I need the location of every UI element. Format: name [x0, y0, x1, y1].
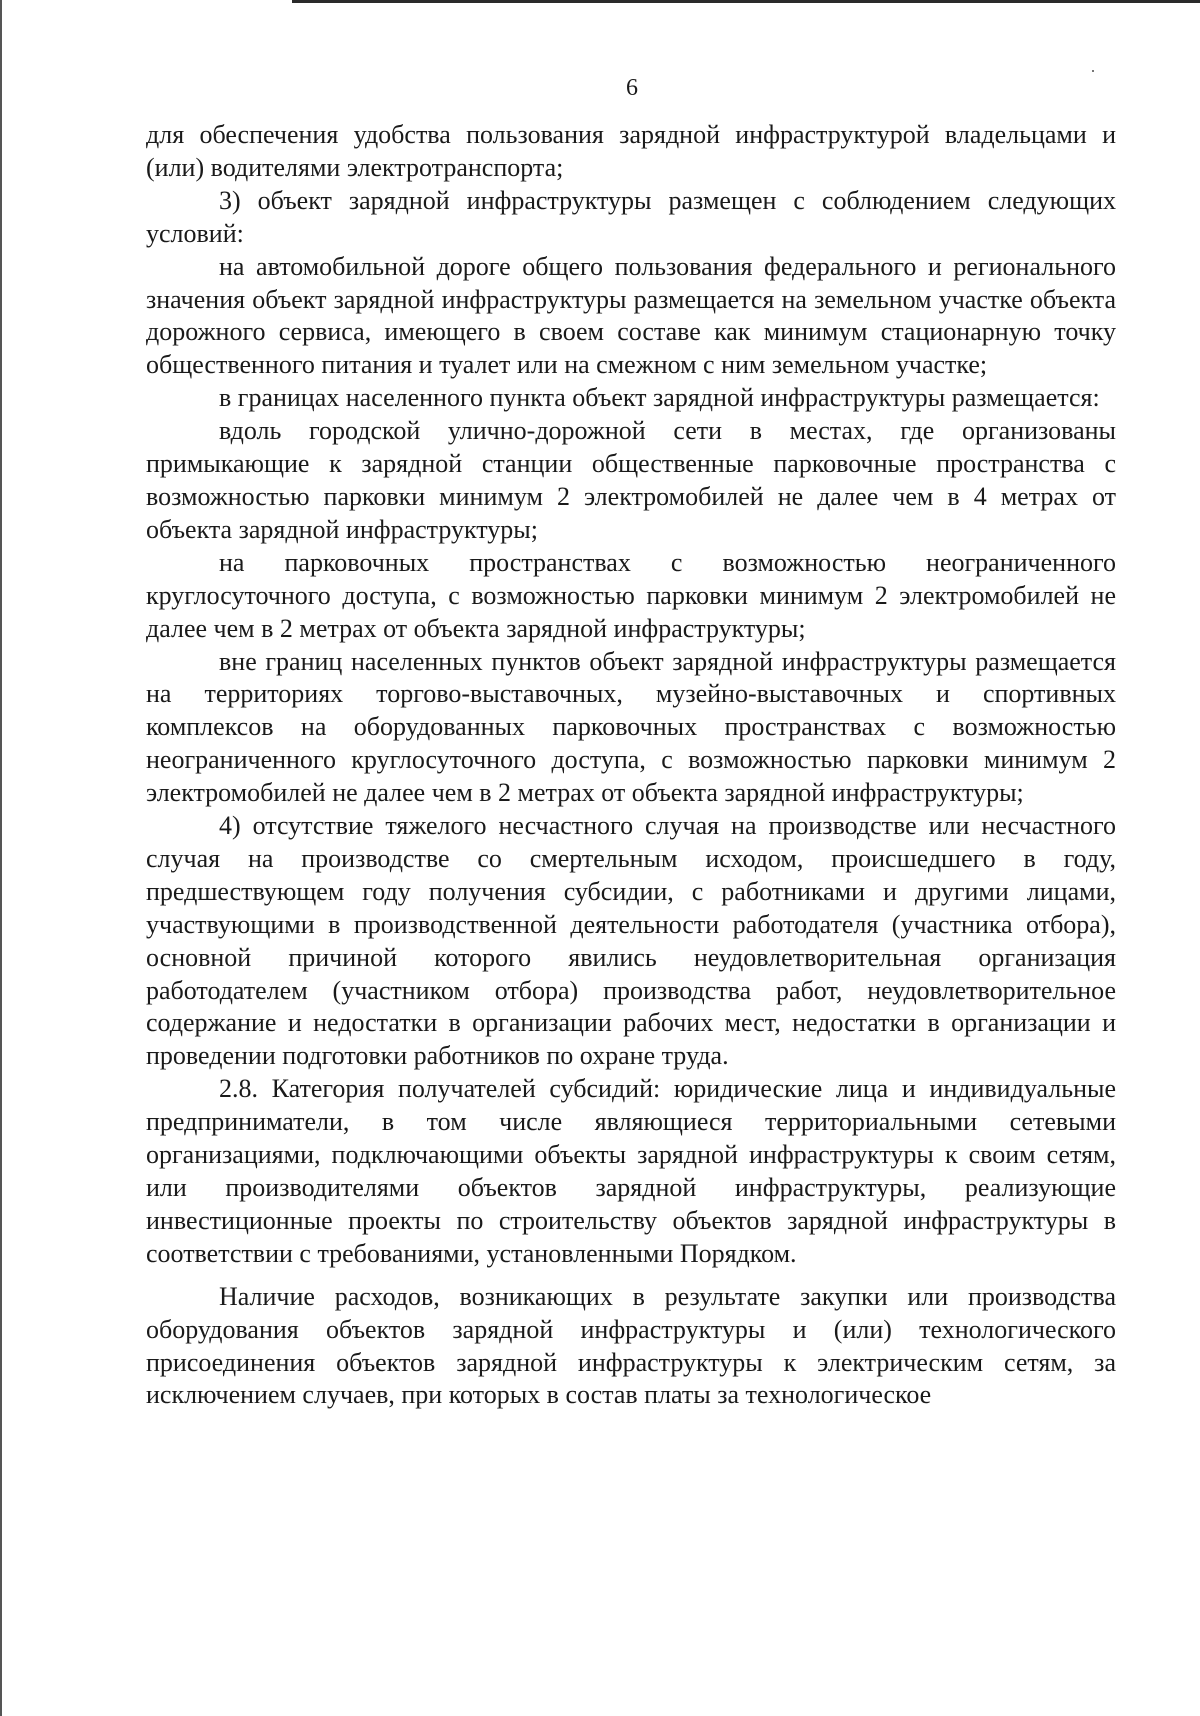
paragraph-federal-road: на автомобильной дороге общего пользования федерального и регионального значения объект зарядной инфраструктуры размещается на земельном участке объекта дорожного сервиса, имеющего в своем составе как минимум стационарную точку общественного питания и туалет или на смежном с ним земельном участке; — [146, 251, 1116, 380]
paragraph-street-network: вдоль городской улично-дорожной сети в местах, где организованы примыкающие к зарядной станции общественные парковочные пространства с возможностью парковки минимум 2 электромобилей не далее чем в 4 метрах от объекта зарядной инфраструктуры; — [146, 416, 1116, 544]
paragraph-settlement: в границах населенного пункта объект зарядной инфраструктуры размещается: — [219, 383, 1100, 413]
paragraph-continuation: для обеспечения удобства пользования зарядной инфраструктурой владельцами и (или) водителями электротранспорта; — [146, 120, 1116, 182]
paragraph-condition-4: 4) отсутствие тяжелого несчастного случая на производстве или несчастного случая на производстве со смертельным исходом, происшедшего в году, предшествующем году получения субсидии, с работниками и другими лицами, участвующими в производственной деятельности работодателя (участника отбора), основной причиной которого явились неудовлетворительная организация работодателем (участником отбора) производства работ, неудовлетворительное содержание и недостатки в организации рабочих мест, недостатки в организации и проведении подготовки работников по охране труда. — [146, 811, 1116, 1071]
paragraph-condition-3: 3) объект зарядной инфраструктуры размещен с соблюдением следующих условий: — [146, 185, 1116, 248]
document-body — [146, 119, 1116, 1412]
paragraph-parking-spaces: на парковочных пространствах с возможностью неограниченного круглосуточного доступа, с возможностью парковки минимум 2 электромобилей не далее чем в 2 метрах от объекта зарядной инфраструктуры; — [146, 547, 1116, 643]
paragraph-section-2-8: 2.8. Категория получателей субсидий: юридические лица и индивидуальные предприниматели, в том числе являющиеся территориальными сетевыми организациями, подключающими объекты зарядной инфраструктуры к своим сетям, или производителями объектов зарядной инфраструктуры, реализующие инвестиционные проекты по строительству объектов зарядной инфраструктуры в соответствии с требованиями, установленными Порядком. — [146, 1074, 1116, 1268]
scan-top-border — [292, 0, 1200, 3]
scan-speck — [1092, 70, 1094, 72]
page-number: 6 — [626, 75, 638, 101]
paragraph-expenses: Наличие расходов, возникающих в результате закупки или производства оборудования объектов зарядной инфраструктуры и (или) технологического присоединения объектов зарядной инфраструктуры к электрическим сетям, за исключением случаев, при которых в состав платы за технологическое — [146, 1281, 1116, 1410]
paragraph-outside-settlements: вне границ населенных пунктов объект зарядной инфраструктуры размещается на территориях торгово-выставочных, музейно-выставочных и спортивных комплексов на оборудованных парковочных пространствах с возможностью неограниченного круглосуточного доступа, с возможностью парковки минимум 2 электромобилей не далее чем в 2 метрах от объекта зарядной инфраструктуры; — [146, 646, 1116, 808]
scan-left-border — [0, 0, 2, 1716]
